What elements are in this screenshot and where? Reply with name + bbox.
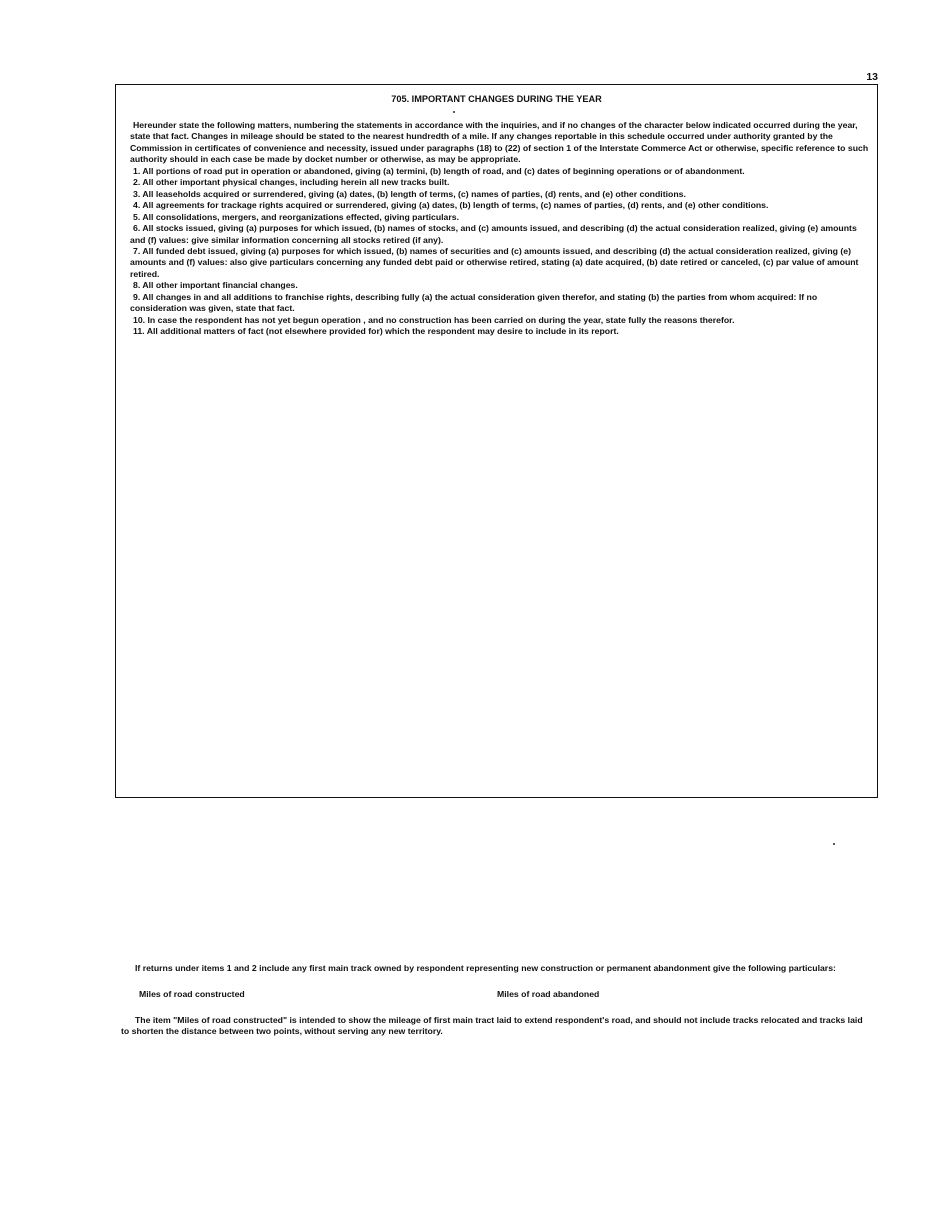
instruction-item-3: 3. All leaseholds acquired or surrendered, giving (a) dates, (b) length of terms, (c) names of parties, (d) rents, and (e) other conditions. xyxy=(133,188,686,199)
instruction-item-4: 4. All agreements for trackage rights acquired or surrendered, giving (a) dates, (b) length of terms, (c) names of parties, (d) rents, and (e) other conditions. xyxy=(133,200,769,211)
scan-speck xyxy=(453,111,455,113)
instruction-item-6: 6. All stocks issued, giving (a) purposes for which issued, (b) names of stocks, and (c) amounts issued, and describing (d) the actual consideration realized, giving (e) amounts and (f) values: give similar information concerning all stocks retired (if any). xyxy=(130,223,857,245)
instructions-intro: Hereunder state the following matters, numbering the statements in accordance with the inquiries, and if no changes of the character below indicated occurred during the year, state that fact. Changes in mileage should be stated to the nearest hundredth of a mile. If any changes reportable in this schedule occurred under authority granted by the Commission in certificates of convenience and necessity, issued under paragraphs (18) to (22) of section 1 of the Interstate Commerce Act or otherwise, specific reference to such authority should in each case be made by docket number or otherwise, as may be appropriate. xyxy=(130,120,869,165)
instruction-item-1: 1. All portions of road put in operation or abandoned, giving (a) termini, (b) length of road, and (c) dates of beginning operations or of abandonment. xyxy=(133,165,745,176)
instruction-item-2: 2. All other important physical changes, including herein all new tracks built. xyxy=(133,177,450,188)
definition-note: The item "Miles of road constructed" is intended to show the mileage of first main tract laid to extend respondent's road, and should not include tracks relocated and tracks laid to shorten the distance between two points, without serving any new territory. xyxy=(121,1015,863,1037)
schedule-title: 705. IMPORTANT CHANGES DURING THE YEAR xyxy=(391,94,602,104)
miles-constructed-label: Miles of road constructed xyxy=(139,989,245,999)
instruction-item-9: 9. All changes in and all additions to franchise rights, describing fully (a) the actual consideration given therefor, and stating (b) the parties from whom acquired: If no consideration was given, state that fact. xyxy=(130,291,818,314)
schedule-frame xyxy=(115,84,878,1037)
page-number: 13 xyxy=(866,71,878,83)
scan-speck xyxy=(833,843,835,845)
returns-note: If returns under items 1 and 2 include any first main track owned by respondent representing new construction or permanent abandonment give the following particulars: xyxy=(135,963,836,973)
instructions-block xyxy=(130,120,874,338)
instruction-item-10: 10. In case the respondent has not yet begun operation , and no construction has been carried on during the year, state fully the reasons therefor. xyxy=(133,314,735,325)
instruction-item-11: 11. All additional matters of fact (not elsewhere provided for) which the respondent may desire to include in its report. xyxy=(133,326,619,337)
miles-abandoned-label: Miles of road abandoned xyxy=(497,989,600,999)
mileage-section xyxy=(121,963,865,1037)
instruction-item-7: 7. All funded debt issued, giving (a) purposes for which issued, (b) names of securities and (c) amounts issued, and describing (d) the actual consideration realized, giving (e) amounts and (f) values: also give particulars concerning any funded debt paid or otherwise retired, stating (a) date acquired, (b) date retired or canceled, (c) par value of amount retired. xyxy=(130,245,859,279)
instruction-item-5: 5. All consolidations, mergers, and reorganizations effected, giving particulars. xyxy=(133,211,460,222)
instruction-item-8: 8. All other important financial changes. xyxy=(133,280,298,291)
